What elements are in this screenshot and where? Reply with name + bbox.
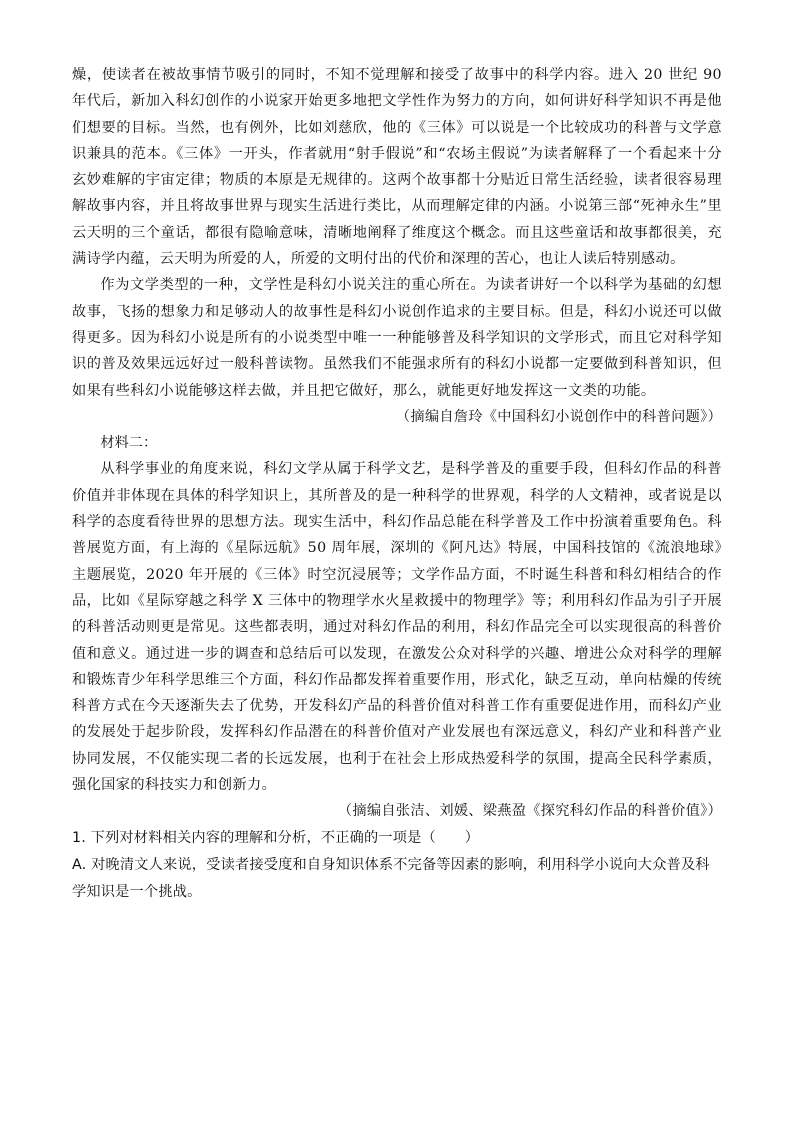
question-1-option-a: A. 对晚清文人来说，受读者接受度和自身知识体系不完备等因素的影响，利用科学小说向大众普及科学知识是一个挑战。 [72, 856, 710, 900]
material2-source: （摘编自张洁、刘媛、梁燕盈《探究科幻作品的科普价值》） [337, 803, 722, 820]
material2-paragraph: 从科学事业的角度来说，科幻文学从属于科学文艺，是科学普及的重要手段，但科幻作品的科普价值并非体现在具体的科学知识上，其所普及的是一种科学的世界观，科学的人文精神，或者说是以科学的态度看待世界的思想方法。现实生活中，科幻作品总能在科学普及工作中扮演着重要角色。科普展览方面，有上海的《星际远航》50 周年展，深圳的《阿凡达》特展，中国科技馆的《流浪地球》主题展览，2020 年开展的《三体》时空沉浸展等；文学作品方面，不时诞生科普和科幻相结合的作品，比如《星际穿越之科学 X 三体中的物理学水火星救援中的物理学》等；利用科幻作品为引子开展的科普活动则更是常见。这些都表明，通过对科幻作品的利用，科幻作品完全可以实现很高的科普价值和意义。通过进一步的调查和总结后可以发现，在激发公众对科学的兴趣、增进公众对科学的理解和锻炼青少年科学思维三个方面，科幻作品都发挥着重要作用，形式化，缺乏互动，单向枯燥的传统科普方式在今天逐渐失去了优势，开发科幻产品的科普价值对科普工作有重要促进作用，而科幻产业的发展处于起步阶段，发挥科幻作品潜在的科普价值对产业发展也有深远意义，科幻产业和科普产业协同发展，不仅能实现二者的长远发展，也利于在社会上形成热爱科学的氛围，提高全民科学素质，强化国家的科技实力和创新力。 [72, 461, 722, 794]
document-page [72, 62, 722, 906]
material1-paragraph-continued: 燥，使读者在被故事情节吸引的同时，不知不觉理解和接受了故事中的科学内容。进入 20 世纪 90 年代后，新加入科幻创作的小说家开始更多地把文学性作为努力的方向，如何讲好科学知识不再是他们想要的目标。当然，也有例外，比如刘慈欣，他的《三体》可以说是一个比较成功的科普与文学意识兼具的范本。《三体》一开头，作者就用“射手假说”和“农场主假说”为读者解释了一个看起来十分玄妙难解的宇宙定律；物质的本原是无规律的。这两个故事都十分贴近日常生活经验，读者很容易理解故事内容，并且将故事世界与现实生活进行类比，从而理解定律的内涵。小说第三部“死神永生”里云天明的三个童话，都很有隐喻意味，清晰地阐释了维度这个概念。而且这些童话和故事都很美，充满诗学内蕴，云天明为所爱的人，所爱的文明付出的代价和深理的苦心，也让人读后特别感动。 [72, 67, 722, 268]
material1-paragraph-2: 作为文学类型的一种，文学性是科幻小说关注的重心所在。为读者讲好一个以科学为基础的幻想故事，飞扬的想象力和足够动人的故事性是科幻小说创作追求的主要目标。但是，科幻小说还可以做得更多。因为科幻小说是所有的小说类型中唯一一种能够普及科学知识的文学形式，而且它对科学知识的普及效果远远好过一般科普读物。虽然我们不能强求所有的科幻小说都一定要做到科普知识，但如果有些科幻小说能够这样去做，并且把它做好，那么，就能更好地发挥这一文类的功能。 [72, 277, 722, 399]
material2-label: 材料二： [100, 435, 158, 452]
question-1-stem: 1. 下列对材料相关内容的理解和分析，不正确的一项是（ ） [72, 829, 480, 846]
material1-source: （摘编自詹玲《中国科幻小说创作中的科普问题》） [395, 408, 722, 425]
